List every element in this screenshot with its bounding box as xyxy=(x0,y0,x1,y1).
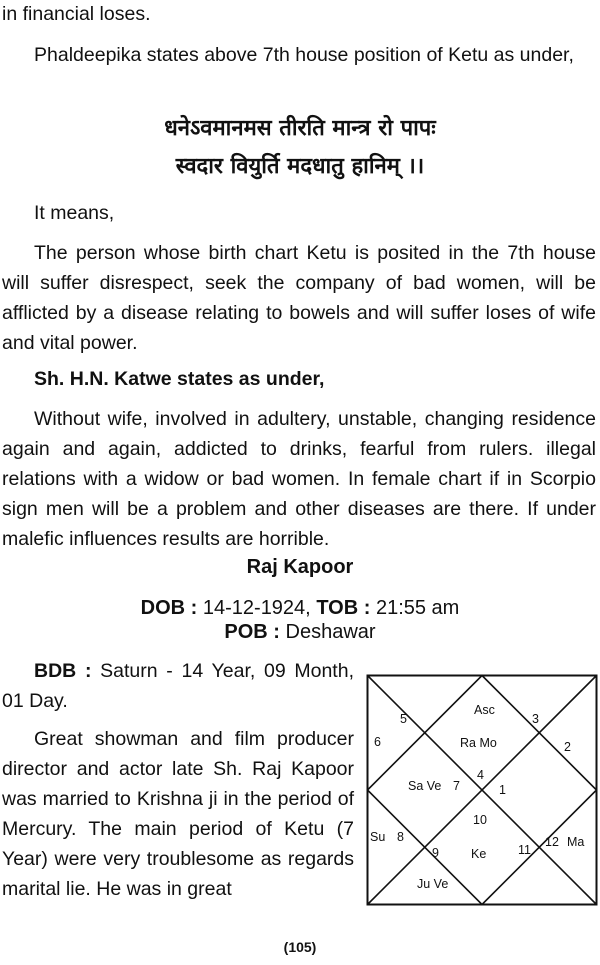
planet-sa-ve: Sa Ve xyxy=(408,779,442,793)
house-2: 2 xyxy=(564,740,571,754)
planet-ra-mo: Ra Mo xyxy=(460,736,497,750)
sanskrit-line-2: स्वदार वियुर्ति मदधातु हानिम् ।। xyxy=(175,154,425,179)
pob-value: Deshawar xyxy=(285,621,376,643)
house-9: 9 xyxy=(432,846,439,860)
planet-ma: Ma xyxy=(567,835,585,849)
case-name: Raj Kapoor xyxy=(246,556,354,578)
sanskrit-line-1: धनेऽवमानमस तीरति मान्त्र रो पापः xyxy=(164,116,436,141)
planet-ke: Ke xyxy=(471,847,487,861)
bdb-label: BDB : xyxy=(34,660,92,682)
katwe-paragraph: Without wife, involved in adultery, unstable, changing residence again and again, addicted to drinks, fearful from rulers. illegal relations with a widow or bad women. In female chart if in Scorpio sign men will be a problem and other diseases are there. If under malefic influences results are horrible. xyxy=(2,408,596,550)
story-paragraph: Great showman and film producer director and actor late Sh. Raj Kapoor was married to Krishna ji in the period of Mercury. The main period of Ketu (7 Year) were very troublesome as regards marital lie. He was in great xyxy=(2,728,354,900)
dob-value: 14-12-1924, xyxy=(202,597,311,619)
intro-fragment: in financial loses. xyxy=(2,3,151,25)
house-4: 4 xyxy=(477,768,484,782)
pob-label: POB : xyxy=(224,621,280,643)
house-3: 3 xyxy=(532,712,539,726)
house-12: 12 xyxy=(545,835,559,849)
house-8: 8 xyxy=(397,830,404,844)
katwe-heading: Sh. H.N. Katwe states as under, xyxy=(34,368,325,390)
planet-asc: Asc xyxy=(474,703,495,717)
house-11: 11 xyxy=(518,843,531,857)
planet-ju-ve: Ju Ve xyxy=(417,877,449,891)
house-7: 7 xyxy=(453,779,460,793)
dob-label: DOB : xyxy=(140,597,198,619)
it-means: It means, xyxy=(34,202,115,224)
meaning-paragraph: The person whose birth chart Ketu is posited in the 7th house will suffer disrespect, seek the company of bad women, will be afflicted by a disease relating to bowels and will suffer loses of wife and vital power. xyxy=(2,242,596,354)
tob-value: 21:55 am xyxy=(375,597,460,619)
phaldeepika-intro: Phaldeepika states above 7th house position of Ketu as under, xyxy=(34,44,574,66)
house-6: 6 xyxy=(374,735,381,749)
tob-label: TOB : xyxy=(316,597,371,619)
birth-details-line-1 xyxy=(0,596,600,620)
bdb-value: Saturn - 14 Year, 09 Month, 01 Day. xyxy=(2,660,354,712)
birth-chart xyxy=(366,674,598,906)
birth-details-line-2 xyxy=(0,620,600,644)
bdb-paragraph xyxy=(2,656,354,716)
house-5: 5 xyxy=(400,712,407,726)
page-number: (105) xyxy=(283,939,317,955)
planet-su: Su xyxy=(370,830,386,844)
house-10: 10 xyxy=(473,813,487,827)
house-1: 1 xyxy=(499,783,506,797)
